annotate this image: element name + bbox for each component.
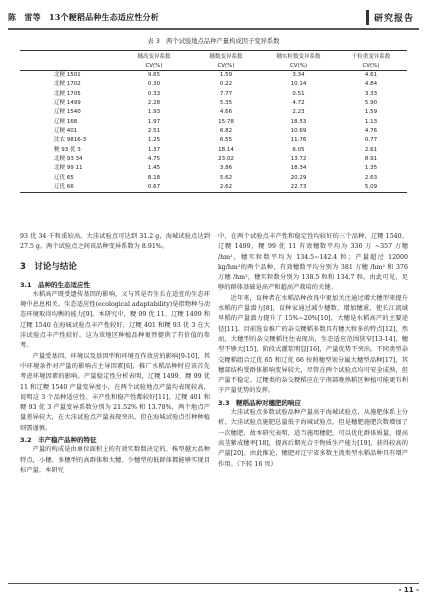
cv-value-cell: 10.14: [290, 81, 307, 88]
table-header-cell: 千粒重变异系数: [335, 51, 407, 62]
paragraph: 93 优 34 千粒重较高。大洼试验点可达到 31.2 g，海城试验点达到 27.5 g。两个试验点之间该品种变异系数为 8.91%。: [20, 233, 210, 251]
cv-value-cell: 2.51: [147, 128, 161, 135]
cv-value-cell: 4.66: [219, 109, 233, 116]
table-row: [20, 99, 407, 108]
page-number: - 11 -: [398, 586, 419, 594]
table-row: [20, 127, 407, 136]
cv-value-cell: 22.73: [262, 183, 335, 193]
cv-value-cell: 4.75: [147, 156, 161, 163]
cv-value-cell: 0.77: [364, 137, 378, 144]
table-row: [20, 118, 407, 127]
variety-cell: 辽粳 168: [54, 118, 78, 125]
cv-value-cell: 1.59: [364, 109, 378, 116]
cv-value-cell: 5.35: [219, 100, 233, 107]
page-footer: [8, 583, 419, 600]
cv-value-cell: 4.84: [364, 81, 378, 88]
cv-value-cell: 1.59: [219, 72, 233, 78]
cv-value-cell: 4.61: [364, 72, 378, 78]
table-header-cell: 穗实粒数变异系数: [262, 51, 335, 62]
subsection-heading: 3.2 丰产稳产品种的特征: [20, 436, 97, 445]
cv-value-cell: 0.33: [147, 90, 161, 97]
cv-value-cell: 1.35: [364, 165, 378, 172]
variety-cell: 北粳 93 34: [54, 156, 83, 163]
cv-value-cell: 4.76: [364, 128, 378, 135]
cv-value-cell: 2.61: [364, 146, 378, 153]
subsection-heading: 3.3 粳稻品种对穗肥的响应: [218, 398, 302, 407]
table-header-cell: 穗高变异系数: [118, 51, 190, 62]
cv-value-cell: 2.28: [147, 100, 161, 107]
table-row: [20, 136, 407, 145]
running-title: 陈 雷等 13个粳稻品种生态适应性分析: [8, 11, 159, 22]
variety-cell: 北粳 99 11: [54, 165, 83, 172]
cv-value-cell: 1.13: [364, 118, 378, 125]
paragraph: 近年来，育种者在水稻品种改良中更加关注通过增大穗型来提升水稻的产量潜力[8]，育种家通过减少穗数、增加穗重，使长江流域早稻的产量潜力提升了 15%~20%[10]，大穗是水稻高产的主要途径[11]。目前选育推广的杂交粳稻多数具有穗大粒多的特点[12]，然而，大穗型的杂交粳稻往往表现出，生态适应范围狭窄[13-14]，穗型不够大[15]，阶段式灌浆明显[16]，产量优势不突出。不同类型杂交粳稻组合辽优 65 和辽优 66 按照穗型划分属大穗型品种[17]，其穗部结构受群体影响变异较大，尽管在两个试验点均可安全成熟，但产量不稳定。辽粳类的杂交粳稻应在宁南部晚熟稻区种植可能更有利于产量优势的发挥。: [218, 294, 408, 395]
cv-value-cell: 7.77: [219, 90, 233, 97]
cv-value-cell: 13.72: [290, 156, 307, 163]
table-unit-cell: [20, 61, 118, 71]
cv-value-cell: 15.78: [218, 118, 234, 125]
section-heading: 3 讨论与结论: [20, 261, 77, 272]
table-header-cell: [20, 51, 118, 62]
cv-value-cell: 5.09: [335, 183, 407, 193]
table-unit-cell: CV(%): [118, 61, 190, 71]
paragraph: 产量受基因、环境以及基因型和环境互作效应的影响[9-10]，其中环境条件对产量的影响占主导因素[6]，推广水稻品种时应该首先考虑环境因素的影响。产量稳定性分析表明，辽粳 1499、粳 99 优 11 和辽粳 1540 产量变异度小，在两个试验地点产量均表现较高，说明这 3 个品种适应性、丰产性和稳产性都较好[11]。辽粳 401 和粳 93 优 3 产量变异系数分别为 21.52% 和 13.78%，两个地点产量差异较大，在大洼试验点产量表现突出，但在海城试验点引种种植则需谨慎。: [20, 352, 210, 432]
cv-value-cell: 1.97: [147, 118, 161, 125]
table-row: [20, 146, 407, 155]
table-row: [20, 174, 407, 183]
table-body: [20, 71, 407, 193]
cv-value-cell: 23.02: [218, 156, 234, 163]
cv-value-cell: 0.51: [292, 90, 305, 97]
cv-value-cell: 8.91: [364, 156, 378, 163]
variety-cell: 辽粳 1499: [54, 100, 81, 107]
variety-cell: 北粳 1705: [54, 90, 81, 97]
variety-cell: 北粳 1702: [54, 81, 81, 88]
table-header-row: [20, 51, 407, 62]
page-header: [8, 6, 419, 30]
cv-value-cell: 0.67: [118, 183, 190, 193]
cv-value-cell: 18.34: [290, 165, 307, 172]
variety-cell: 辽优 66: [20, 183, 118, 193]
cv-value-cell: 1.37: [147, 146, 161, 153]
data-table: [20, 50, 407, 193]
cv-value-cell: 5.90: [364, 100, 378, 107]
cv-value-cell: 0.30: [147, 81, 161, 88]
table-unit-cell: CV(%): [335, 61, 407, 71]
table-row: [20, 183, 407, 193]
cv-value-cell: 2.63: [364, 174, 378, 181]
paragraph: 大洼试验点多数试验品种产量高于海城试验点，从施肥体系上分析，大洼试验点施肥总量低于海城试验点，但是穗肥施肥次数增加了一次穗肥，故本研究表明，适当施用穗肥，可以优化群体质量，提高高茎紫成穗率[18]，提高后期光合干物质生产能力[19]，获得较高的产量[20]。由此推论，穗肥对辽宁省多数主流类型水稻品种具有增产作用。（下转 16 页）: [218, 409, 408, 468]
cv-value-cell: 1.25: [147, 137, 161, 144]
cv-value-cell: 3.34: [292, 72, 305, 78]
cv-value-cell: 4.72: [292, 100, 305, 107]
table-unit-cell: CV(%): [190, 61, 262, 71]
cv-value-cell: 11.76: [290, 137, 307, 144]
table-header-cell: 穗数变异系数: [190, 51, 262, 62]
cv-value-cell: 2.62: [190, 183, 262, 193]
cv-value-cell: 1.45: [147, 165, 161, 172]
subsection-heading: 3.1 品种的生态适应性: [20, 280, 91, 289]
cv-value-cell: 20.29: [290, 174, 307, 181]
cv-value-cell: 2.23: [292, 109, 305, 116]
table-row: [20, 155, 407, 164]
table-row: [20, 108, 407, 117]
cv-value-cell: 8.18: [147, 174, 161, 181]
paragraph: 中，在两个试验点丰产性和稳定性均较好的三个品种，辽粳 1540、辽粳 1499、粳 99 优 11 有效穗数平均为 336 万 ~357 万穗 /hm²，穗实粒数平均为 134.5~142.4 粒；产量超过 12000 kg/hm²的两个品种，有效穗数平均分别为 381 万穗 /hm² 和 376 万穗 /hm²，穗实粒数分别为 138.5 粒和 134.7 粒。由此可见，足够的群体基础是高产和超高产栽培的关键。: [218, 233, 408, 292]
variety-cell: 辽优 65: [54, 174, 74, 181]
variety-cell: 辽粳 401: [54, 128, 78, 135]
table-row: [20, 71, 407, 81]
cv-value-cell: 6.05: [292, 146, 305, 153]
table-row: [20, 164, 407, 173]
right-column: [218, 232, 408, 470]
cv-value-cell: 10.69: [290, 128, 307, 135]
paragraph: 产量的构成是由单位面积上的有效实数数决定的，株型越大品种特点，小穗、多穗型的高群体和大穗、少穗型的低群体都能够实现目标产量。本研究: [20, 446, 210, 474]
cv-value-cell: 18.14: [218, 146, 234, 153]
cv-value-cell: 9.65: [147, 72, 161, 78]
variety-cell: 粳 93 优 3: [54, 146, 81, 153]
cv-value-cell: 6.55: [219, 137, 233, 144]
left-column: [20, 232, 210, 476]
table-caption: 表 3 两个试验地点品种产量构成因子变异系数: [147, 38, 280, 45]
cv-value-cell: 6.82: [219, 128, 233, 135]
table-row: [20, 90, 407, 99]
cv-value-cell: 3.33: [364, 90, 378, 97]
section-label: 研究报告: [366, 10, 419, 25]
variety-cell: 沈农 9816-3: [54, 137, 87, 144]
cv-value-cell: 0.22: [219, 81, 233, 88]
table-row: [20, 80, 407, 89]
cv-value-cell: 3.86: [219, 165, 233, 172]
variety-cell: 北粳 1501: [54, 72, 81, 78]
cv-value-cell: 5.62: [219, 174, 233, 181]
cv-value-cell: 1.93: [147, 109, 161, 116]
paragraph: 水稻高产既受遗传基因的影响，又与其是否生长在适宜的生态环境中息息相关。生态适应性(ecological adaptability)是指物种与动态环境取得均衡的能力[9]。本研究中，粳 99 优 11、辽粳 1499 和辽粳 1540 在海城试验点丰产性较好，辽粳 401 和粳 93 优 3 在大洼试验点丰产性较好。这为该地区种植品种更替提供了有价值的参考。: [20, 290, 210, 350]
table-unit-row: [20, 61, 407, 71]
variety-cell: 辽粳 1540: [54, 109, 81, 116]
table-unit-cell: CV(%): [262, 61, 335, 71]
cv-value-cell: 18.53: [290, 118, 307, 125]
